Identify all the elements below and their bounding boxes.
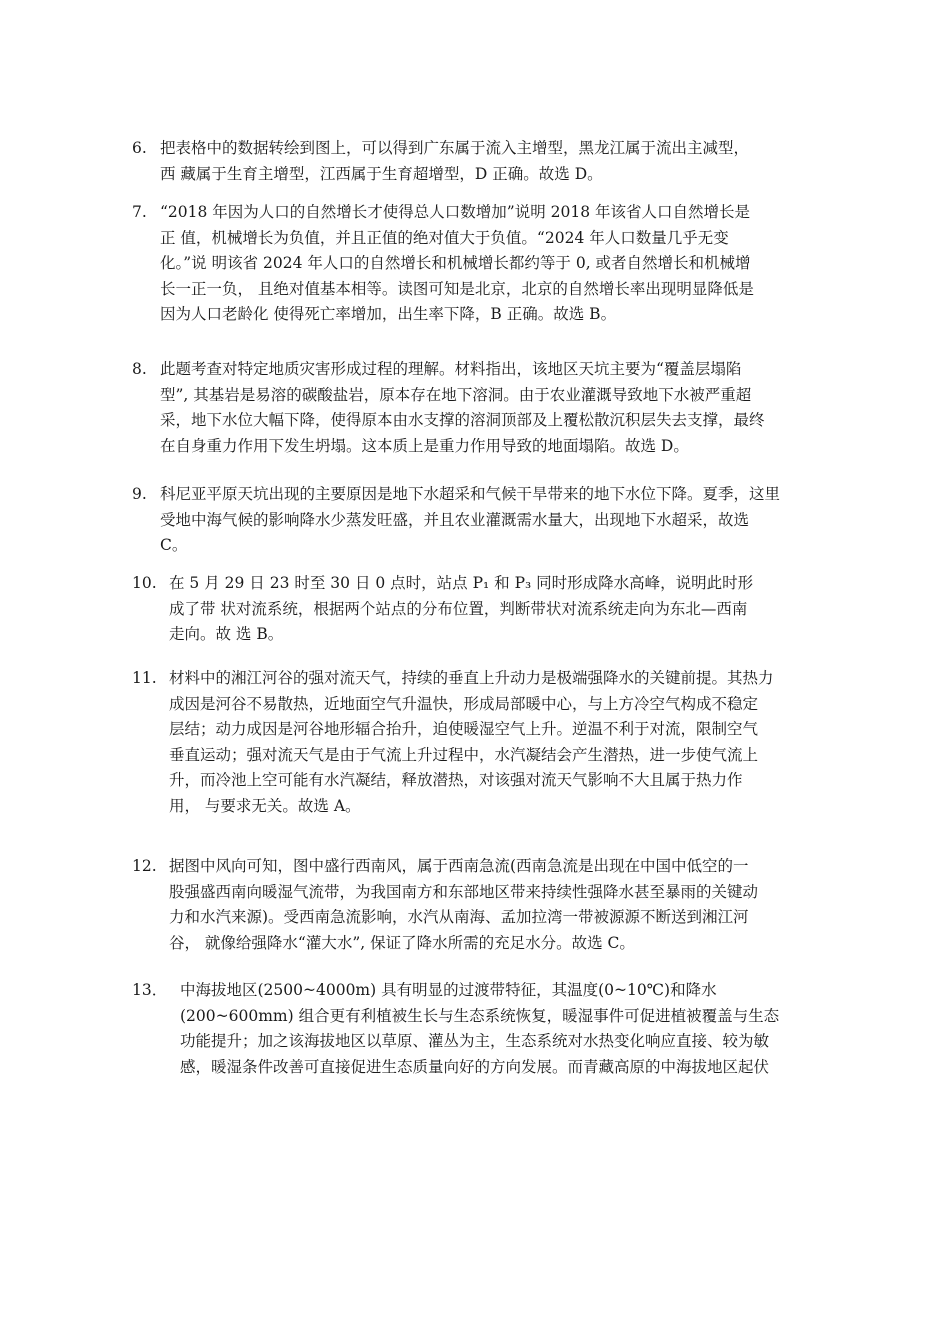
item-number: 7.	[132, 203, 147, 221]
answer-item-7	[132, 200, 822, 328]
item-text: “2018 年因为人口的自然增长才使得总人口数增加”说明 2018 年该省人口自然增长是 正 值，机械增长为负值，并且正值的绝对值大于负值。“2024 年人口数量几乎无变 化。”说 明该省 2024 年人口的自然增长和机械增长都约等于 0, 或者自然增长和机械增 长一正一负， 且绝对值基本相等。读图可知是北京，北京的自然增长率出现明显降低是 因为人口老龄化 使得死亡率增加，出生率下降，B 正确。故选 B。	[160, 203, 754, 323]
item-text: 科尼亚平原天坑出现的主要原因是地下水超采和气候干旱带来的地下水位下降。夏季，这里 受地中海气候的影响降水少蒸发旺盛，并且农业灌溉需水量大，出现地下水超采，故选 C。	[160, 485, 781, 554]
item-number: 8.	[132, 360, 147, 378]
item-number: 6.	[132, 139, 147, 157]
item-number: 9.	[132, 485, 147, 503]
item-text: 据图中风向可知，图中盛行西南风，属于西南急流(西南急流是出现在中国中低空的一 股强盛西南向暖湿气流带，为我国南方和东部地区带来持续性强降水甚至暴雨的关键动 力和水汽来源)。受西南急流影响，水汽从南海、孟加拉湾一带被源源不断送到湘江河 谷， 就像给强降水“灌大水”, 保证了降水所需的充足水分。故选 C。	[169, 857, 759, 952]
answer-item-6	[132, 136, 822, 187]
answer-item-10	[132, 571, 822, 648]
item-text: 材料中的湘江河谷的强对流天气，持续的垂直上升动力是极端强降水的关键前提。其热力 成因是河谷不易散热，近地面空气升温快，形成局部暖中心，与上方冷空气构成不稳定 层结；动力成因是河谷地形辐合抬升，迫使暖湿空气上升。逆温不利于对流，限制空气 垂直运动；强对流天气是由于气流上升过程中，水汽凝结会产生潜热，进一步使气流上 升，而冷池上空可能有水汽凝结，释放潜热，对该强对流天气影响不大且属于热力作 用， 与要求无关。故选 A。	[169, 669, 774, 815]
item-number: 11.	[132, 669, 157, 687]
item-text: 此题考查对特定地质灾害形成过程的理解。材料指出，该地区天坑主要为“覆盖层塌陷 型”, 其基岩是易溶的碳酸盐岩，原本存在地下溶洞。由于农业灌溉导致地下水被严重超 采，地下水位大幅下降，使得原本由水支撑的溶洞顶部及上覆松散沉积层失去支撑，最终 在自身重力作用下发生坍塌。这本质上是重力作用导致的地面塌陷。故选 D。	[160, 360, 765, 455]
item-number: 10.	[132, 574, 157, 592]
item-text: 中海拔地区(2500~4000m) 具有明显的过渡带特征，其温度(0~10℃)和降水 (200~600mm) 组合更有利植被生长与生态系统恢复，暖湿事件可促进植被覆盖与生态 功能提升；加之该海拔地区以草原、灌丛为主，生态系统对水热变化响应直接、较为敏 感，暖湿条件改善可直接促进生态质量向好的方向发展。而青藏高原的中海拔地区起伏	[180, 981, 780, 1076]
answer-item-12	[132, 854, 822, 956]
answer-item-9	[132, 482, 822, 559]
answer-item-8	[132, 357, 822, 459]
item-number: 12.	[132, 857, 157, 875]
item-text: 在 5 月 29 日 23 时至 30 日 0 点时，站点 P₁ 和 P₃ 同时形成降水高峰，说明此时形 成了带 状对流系统，根据两个站点的分布位置，判断带状对流系统走向为东北—西南 走向。故 选 B。	[169, 574, 754, 643]
answer-item-11	[132, 666, 822, 819]
answer-item-13	[132, 978, 822, 1080]
item-text: 把表格中的数据转绘到图上，可以得到广东属于流入主增型，黑龙江属于流出主减型， 西 藏属于生育主增型，江西属于生育超增型，D 正确。故选 D。	[160, 139, 750, 183]
item-number: 13．	[132, 981, 168, 999]
